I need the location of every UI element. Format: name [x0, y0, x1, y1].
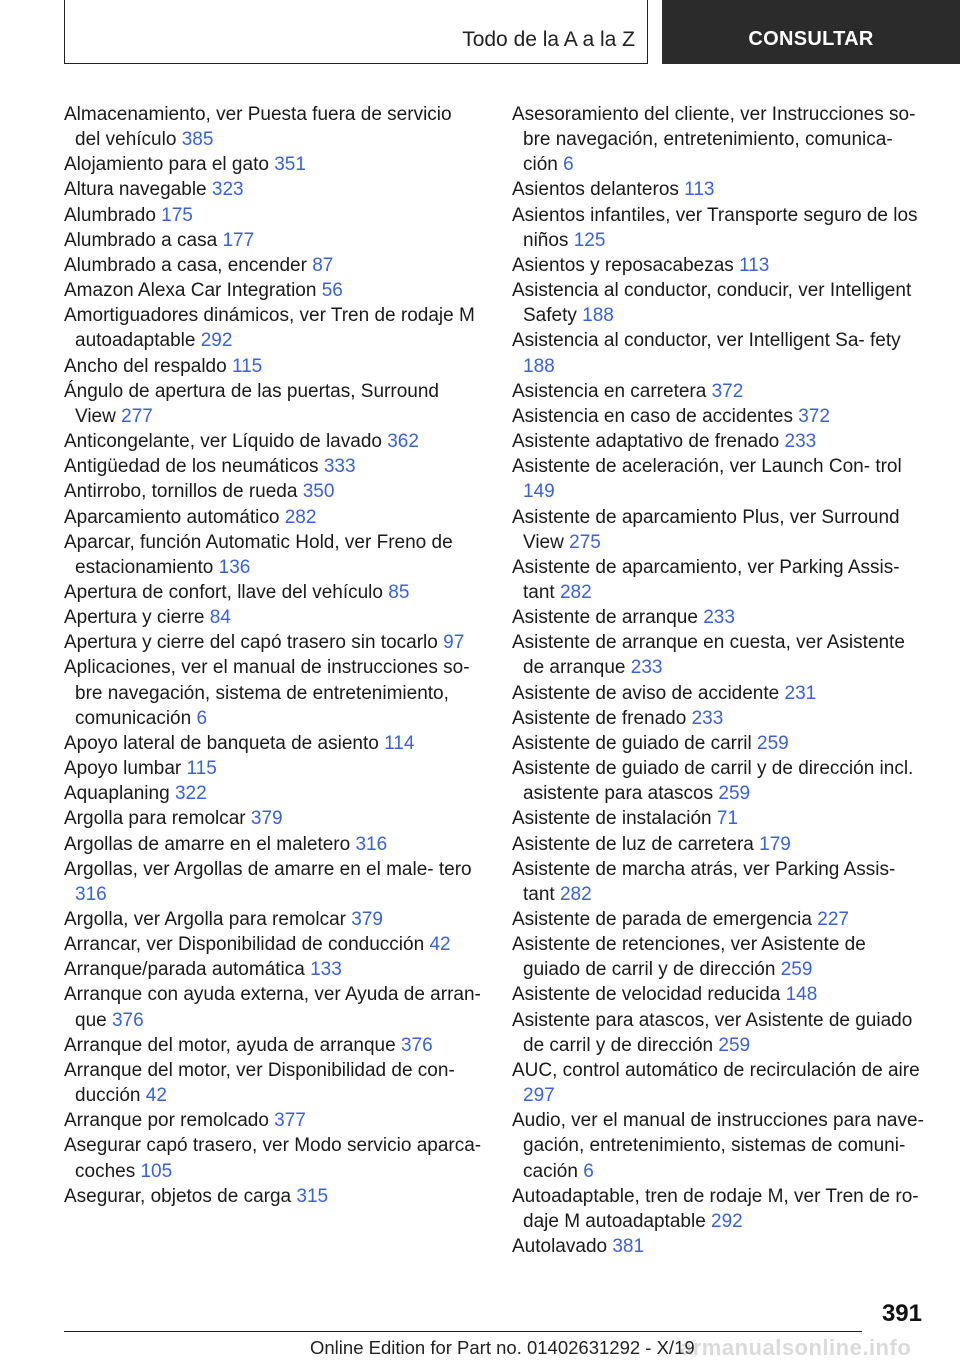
index-entry-text: Asientos delanteros: [512, 179, 679, 201]
index-entry: [512, 1008, 924, 1058]
index-entry-page-link[interactable]: 316: [355, 833, 388, 855]
index-entry-page-link[interactable]: 113: [684, 179, 715, 201]
index-entry-text: Aplicaciones, ver el manual de instrucciones so- bre navegación, sistema de entretenimiento, comunicación: [64, 657, 470, 729]
index-entry-text: Asistente de arranque en cuesta, ver Asistente de arranque: [512, 632, 905, 679]
index-entry-page-link[interactable]: 372: [711, 380, 744, 402]
index-entry: [64, 1108, 482, 1133]
index-entry: [64, 228, 482, 253]
index-entry-page-link[interactable]: 42: [429, 934, 451, 956]
index-entry-text: Aquaplaning: [64, 783, 170, 805]
index-entry: [64, 1058, 482, 1108]
index-entry-text: Arranque/parada automática: [64, 959, 305, 981]
index-entry-text: Alumbrado: [64, 204, 156, 226]
index-entry: [64, 781, 482, 806]
index-entry-page-link[interactable]: 282: [559, 581, 592, 603]
index-entry: [64, 1033, 482, 1058]
index-column-right: [512, 102, 924, 1259]
index-entry: [512, 706, 924, 731]
index-entry-page-link[interactable]: 188: [523, 355, 555, 377]
index-entry-page-link[interactable]: 233: [703, 607, 735, 629]
index-entry-page-link[interactable]: 177: [222, 229, 255, 251]
index-entry: [64, 655, 482, 730]
index-entry: [512, 806, 924, 831]
index-entry-text: Asistente de instalación: [512, 808, 712, 830]
index-entry-text: Arranque con ayuda externa, ver Ayuda de arran- que: [64, 984, 481, 1031]
index-entry-page-link[interactable]: 114: [384, 732, 415, 754]
index-entry-text: Asistente de retenciones, ver Asistente de guiado de carril y de dirección: [512, 934, 866, 981]
index-entry: [64, 832, 482, 857]
index-entry-page-link[interactable]: 297: [523, 1085, 555, 1107]
index-entry-page-link[interactable]: 315: [296, 1185, 329, 1207]
index-entry-page-link[interactable]: 233: [784, 431, 817, 453]
index-entry-page-link[interactable]: 385: [181, 129, 214, 151]
index-entry: [64, 278, 482, 303]
index-entry-page-link[interactable]: 6: [196, 707, 208, 729]
index-entry-text: Anticongelante, ver Líquido de lavado: [64, 431, 382, 453]
page-number: 391: [881, 1300, 922, 1327]
index-entry-page-link[interactable]: 149: [523, 481, 555, 503]
index-entry-text: Apertura de confort, llave del vehículo: [64, 581, 383, 603]
header-tab-label: CONSULTAR: [748, 27, 874, 50]
index-entry-text: Audio, ver el manual de instrucciones para nave- gación, entretenimiento, sistemas de comuni- cación: [512, 1110, 924, 1182]
index-entry-page-link[interactable]: 292: [711, 1210, 743, 1232]
index-entry-page-link[interactable]: 136: [218, 556, 251, 578]
index-entry-text: Asistente de luz de carretera: [512, 833, 754, 855]
index-entry: [512, 328, 924, 378]
index-entry-page-link[interactable]: 113: [739, 254, 770, 276]
index-entry: [512, 1058, 924, 1108]
index-entry-page-link[interactable]: 350: [302, 481, 335, 503]
index-entry: [64, 982, 482, 1032]
index-entry-text: Autoadaptable, tren de rodaje M, ver Tren de ro- daje M autoadaptable: [512, 1185, 919, 1232]
index-entry-page-link[interactable]: 381: [612, 1236, 645, 1258]
index-entry: [64, 806, 482, 831]
index-entry-page-link[interactable]: 84: [209, 607, 231, 629]
index-entry-text: Asistente de aparcamiento Plus, ver Surround View: [512, 506, 900, 553]
index-entry: [512, 932, 924, 982]
index-entry-text: Argollas, ver Argollas de amarre en el male- tero: [64, 858, 472, 880]
index-entry: [512, 454, 924, 504]
index-entry: [64, 630, 482, 655]
index-entry: [512, 1234, 924, 1259]
index-entry-text: Almacenamiento, ver Puesta fuera de servicio del vehículo: [64, 104, 452, 151]
index-entry-page-link[interactable]: 259: [780, 959, 813, 981]
index-entry: [64, 429, 482, 454]
index-entry: [512, 907, 924, 932]
index-entry: [64, 1184, 482, 1209]
index-entry-text: Ángulo de apertura de las puertas, Surround View: [64, 380, 439, 427]
index-entry: [512, 203, 924, 253]
index-entry-page-link[interactable]: 333: [323, 456, 356, 478]
index-entry-text: Arrancar, ver Disponibilidad de conducción: [64, 934, 425, 956]
index-entry-page-link[interactable]: 323: [211, 179, 244, 201]
index-entry: [512, 857, 924, 907]
index-entry-text: Asientos infantiles, ver Transporte seguro de los niños: [512, 204, 918, 251]
index-entry-text: Alumbrado a casa, encender: [64, 254, 307, 276]
index-entry-text: Aparcar, función Automatic Hold, ver Freno de estacionamiento: [64, 531, 453, 578]
index-entry: [64, 203, 482, 228]
index-entry-text: Autolavado: [512, 1236, 608, 1258]
index-entry-page-link[interactable]: 71: [716, 808, 739, 830]
index-entry: [512, 505, 924, 555]
index-entry-text: Asistente de aviso de accidente: [512, 682, 780, 704]
index-entry: [512, 102, 924, 177]
index-entry-text: Asistente de parada de emergencia: [512, 909, 812, 930]
index-entry-text: Asistencia al conductor, conducir, ver Intelligent Safety: [512, 280, 912, 327]
index-entry: [64, 857, 482, 907]
index-entry-page-link[interactable]: 175: [161, 204, 193, 226]
index-entry: [64, 605, 482, 630]
index-entry-text: Amazon Alexa Car Integration: [64, 280, 317, 302]
index-entry: [64, 756, 482, 781]
index-entry: [512, 404, 924, 429]
index-entry-page-link[interactable]: 376: [111, 1009, 144, 1031]
index-entry: [64, 177, 482, 202]
header-section-box: [64, 0, 648, 64]
index-entry-page-link[interactable]: 231: [784, 682, 817, 704]
index-entry-text: Asistente de frenado: [512, 707, 687, 729]
index-entry-page-link[interactable]: 292: [200, 330, 233, 352]
index-entry-text: Asistente de aparcamiento, ver Parking Assis- tant: [512, 556, 900, 603]
index-entry-text: Alojamiento para el gato: [64, 154, 269, 176]
index-entry-page-link[interactable]: 56: [321, 280, 343, 302]
index-entry-page-link[interactable]: 372: [798, 405, 830, 427]
index-entry: [64, 253, 482, 278]
index-entry: [512, 278, 924, 328]
index-entry-page-link[interactable]: 322: [174, 783, 207, 805]
index-entry-page-link[interactable]: 379: [250, 808, 283, 830]
index-entry-text: Alumbrado a casa: [64, 229, 218, 251]
index-entry: [64, 731, 482, 756]
index-entry-page-link[interactable]: 233: [691, 707, 724, 729]
index-entry-page-link[interactable]: 227: [817, 909, 849, 930]
index-entry-text: Asesoramiento del cliente, ver Instrucciones so- bre navegación, entretenimiento, comunica- ción: [512, 104, 916, 176]
index-entry-page-link[interactable]: 282: [284, 506, 317, 528]
header-section-title: Todo de la A a la Z: [462, 28, 635, 51]
index-entry-text: Antigüedad de los neumáticos: [64, 456, 319, 478]
index-entry: [512, 379, 924, 404]
index-entry-page-link[interactable]: 115: [231, 355, 263, 377]
index-entry-text: Asistente de guiado de carril: [512, 732, 752, 754]
index-entry-text: Amortiguadores dinámicos, ver Tren de rodaje M autoadaptable: [64, 305, 475, 352]
index-entry-page-link[interactable]: 6: [583, 1160, 594, 1182]
index-entry-text: Asistencia al conductor, ver Intelligent Sa- fety: [512, 330, 901, 352]
watermark-logo: armanualsonline.info: [680, 1335, 912, 1360]
index-entry: [512, 756, 924, 806]
index-entry: [64, 932, 482, 957]
index-entry-text: Asistente de arranque: [512, 607, 698, 629]
index-entry: [512, 731, 924, 756]
index-entry-text: Asegurar, objetos de carga: [64, 1185, 292, 1207]
index-entry-page-link[interactable]: 259: [718, 783, 751, 805]
index-entry-text: Ancho del respaldo: [64, 355, 227, 377]
index-entry-text: Arranque del motor, ver Disponibilidad de con- ducción: [64, 1059, 455, 1107]
index-entry: [512, 1108, 924, 1183]
index-entry-page-link[interactable]: 85: [388, 581, 410, 603]
index-entry: [64, 454, 482, 479]
index-entry: [64, 303, 482, 353]
index-entry-text: Asistente de aceleración, ver Launch Con- trol: [512, 456, 902, 478]
index-entry-text: Aparcamiento automático: [64, 506, 280, 528]
index-entry-text: Asistencia en carretera: [512, 380, 707, 402]
index-entry-text: Arranque por remolcado: [64, 1110, 269, 1132]
index-entry-page-link[interactable]: 376: [400, 1034, 433, 1056]
index-entry-page-link[interactable]: 42: [145, 1085, 167, 1107]
index-entry-page-link[interactable]: 105: [140, 1160, 173, 1182]
index-entry-text: Antirrobo, tornillos de rueda: [64, 481, 298, 503]
index-entry-text: Apoyo lumbar: [64, 758, 182, 780]
index-entry: [512, 630, 924, 680]
index-entry: [64, 379, 482, 429]
index-entry-page-link[interactable]: 316: [75, 883, 107, 905]
index-entry-page-link[interactable]: 379: [351, 909, 383, 930]
index-entry-page-link[interactable]: 115: [186, 758, 217, 780]
index-entry-text: Asistente adaptativo de frenado: [512, 431, 780, 453]
index-entry: [512, 177, 924, 202]
index-entry-page-link[interactable]: 282: [559, 883, 592, 905]
index-entry: [512, 253, 924, 278]
index-entry-page-link[interactable]: 377: [274, 1110, 306, 1132]
index-entry-text: Argolla, ver Argolla para remolcar: [64, 909, 346, 930]
index-entry: [64, 1133, 482, 1183]
index-entry-text: Apertura y cierre del capó trasero sin tocarlo: [64, 632, 438, 654]
index-entry-page-link[interactable]: 148: [785, 984, 818, 1006]
index-entry-text: Asistente de guiado de carril y de dirección incl. asistente para atascos: [512, 758, 914, 805]
index-entry: [64, 354, 482, 379]
footer-divider: [64, 1331, 862, 1332]
index-entry-page-link[interactable]: 277: [121, 405, 153, 427]
index-entry: [64, 102, 482, 152]
index-entry-page-link[interactable]: 351: [274, 154, 306, 176]
index-entry: [512, 681, 924, 706]
index-entry-text: Argolla para remolcar: [64, 808, 246, 830]
index-entry-text: Asistencia en caso de accidentes: [512, 405, 793, 427]
index-column-left: [64, 102, 482, 1209]
header-tab-consultar[interactable]: [662, 0, 960, 64]
index-entry: [64, 530, 482, 580]
index-entry-text: AUC, control automático de recirculación de aire: [512, 1059, 920, 1081]
index-entry-page-link[interactable]: 179: [759, 833, 791, 855]
footer-edition-text: Online Edition for Part no. 01402631292 - X/19: [310, 1337, 695, 1358]
index-entry-text: Apoyo lateral de banqueta de asiento: [64, 732, 379, 754]
index-entry: [64, 152, 482, 177]
index-entry-text: Argollas de amarre en el maletero: [64, 833, 351, 855]
index-entry-page-link[interactable]: 97: [443, 632, 465, 654]
index-entry: [512, 429, 924, 454]
index-entry-page-link[interactable]: 259: [757, 732, 789, 754]
index-entry-page-link[interactable]: 87: [312, 254, 334, 276]
index-entry-page-link[interactable]: 259: [718, 1034, 751, 1056]
index-entry-text: Asistente de marcha atrás, ver Parking Assis- tant: [512, 858, 896, 905]
index-entry-page-link[interactable]: 6: [563, 154, 574, 176]
index-entry-page-link[interactable]: 188: [582, 305, 614, 327]
index-entry-text: Asegurar capó trasero, ver Modo servicio aparca- coches: [64, 1135, 482, 1182]
index-entry: [512, 832, 924, 857]
index-entry: [512, 605, 924, 630]
index-entry: [64, 907, 482, 932]
index-entry-text: Altura navegable: [64, 179, 207, 201]
index-entry-text: Asistente para atascos, ver Asistente de guiado de carril y de dirección: [512, 1009, 913, 1056]
index-entry: [64, 957, 482, 982]
index-entry-page-link[interactable]: 133: [310, 959, 342, 981]
index-entry-text: Arranque del motor, ayuda de arranque: [64, 1034, 396, 1056]
index-entry-page-link[interactable]: 125: [573, 229, 606, 251]
index-entry-text: Asientos y reposacabezas: [512, 254, 734, 276]
index-entry-text: Apertura y cierre: [64, 607, 205, 629]
index-entry: [64, 580, 482, 605]
index-entry: [512, 982, 924, 1007]
index-entry-page-link[interactable]: 233: [630, 657, 663, 679]
index-entry: [64, 479, 482, 504]
index-entry: [512, 1184, 924, 1234]
index-entry-text: Asistente de velocidad reducida: [512, 984, 781, 1006]
index-entry: [64, 505, 482, 530]
index-entry-page-link[interactable]: 362: [387, 431, 419, 453]
index-entry-page-link[interactable]: 275: [569, 531, 601, 553]
index-entry: [512, 555, 924, 605]
